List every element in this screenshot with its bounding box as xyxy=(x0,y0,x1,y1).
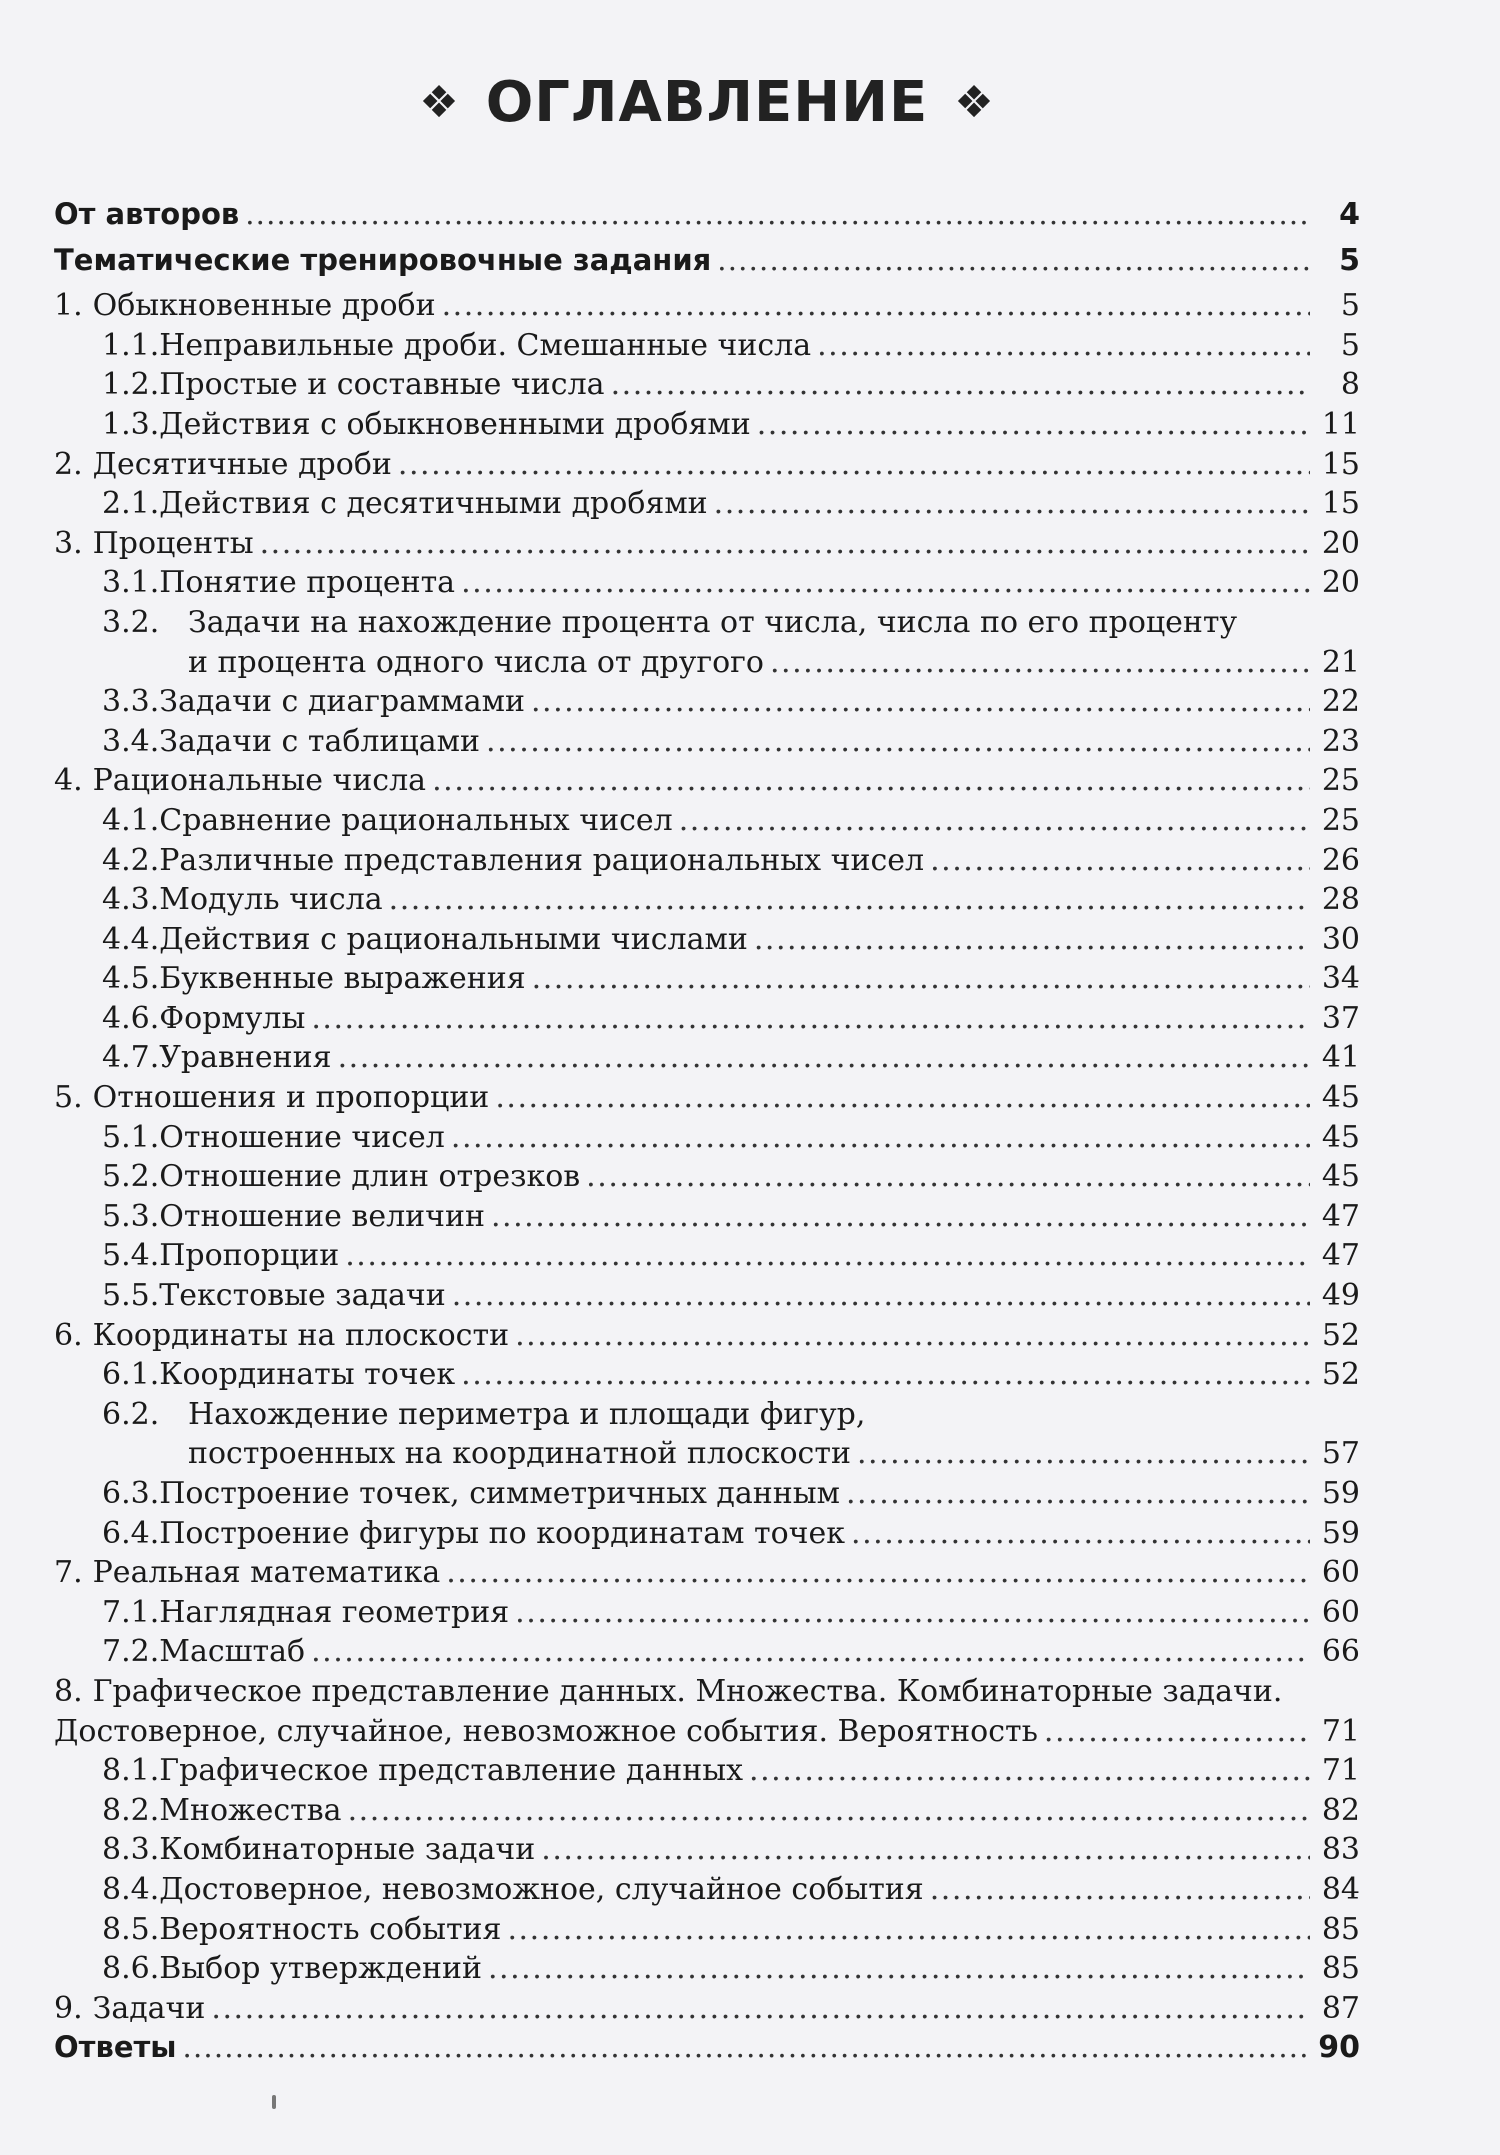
toc-entry-title: Комбинаторные задачи xyxy=(159,1832,536,1868)
toc-entry-title: Действия с рациональными числами xyxy=(159,921,748,957)
toc-entry[interactable] xyxy=(54,1038,1360,1078)
toc-entry-page: 52 xyxy=(1321,1317,1360,1353)
toc-entry[interactable] xyxy=(54,801,1360,841)
toc-entry[interactable] xyxy=(54,603,1360,643)
toc-entry-number: 9. xyxy=(54,1990,83,2026)
dot-leader xyxy=(515,1316,1310,1356)
toc-entry-number: 4.1. xyxy=(102,802,160,838)
toc-entry-page: 66 xyxy=(1321,1634,1360,1670)
toc-entry-number: 2. xyxy=(54,446,83,482)
dot-leader xyxy=(770,643,1310,683)
toc-entry-page: 25 xyxy=(1321,802,1360,838)
dot-leader xyxy=(857,1434,1310,1474)
toc-entry-number: 4.7. xyxy=(102,1040,160,1076)
toc-entry[interactable] xyxy=(54,1910,1360,1950)
toc-entry-page: 4 xyxy=(1339,197,1360,232)
dot-leader xyxy=(260,524,1310,564)
toc-entry-title: Десятичные дроби xyxy=(92,446,392,482)
toc-entry-number: 1.2. xyxy=(102,367,160,403)
toc-entry-title: Задачи с таблицами xyxy=(159,723,480,759)
toc-entry-page: 30 xyxy=(1321,921,1360,957)
toc-entry[interactable] xyxy=(54,999,1360,1039)
toc-entry-page: 90 xyxy=(1318,2030,1360,2066)
toc-entry-title: Построение фигуры по координатам точек xyxy=(159,1515,846,1551)
dot-leader xyxy=(486,722,1310,762)
toc-entry-page: 23 xyxy=(1321,723,1360,759)
toc-entry[interactable] xyxy=(54,241,1360,281)
toc-entry[interactable] xyxy=(54,1118,1360,1158)
dot-leader xyxy=(495,1078,1310,1118)
toc-entry[interactable] xyxy=(54,1870,1360,1910)
toc-entry-page: 45 xyxy=(1321,1119,1360,1155)
toc-entry-title: Формулы xyxy=(159,1000,306,1036)
toc-entry-page: 57 xyxy=(1321,1436,1360,1472)
toc-entry-number: 5.4. xyxy=(102,1238,160,1274)
toc-entry-number: 7.2. xyxy=(102,1634,160,1670)
toc-entry-page: 60 xyxy=(1321,1555,1360,1591)
toc-entry[interactable] xyxy=(54,195,1360,235)
toc-entry[interactable] xyxy=(54,1593,1360,1633)
toc-entry-title: Буквенные выражения xyxy=(159,961,526,997)
toc-entry[interactable] xyxy=(54,524,1360,564)
toc-entry-title: Выбор утверждений xyxy=(159,1951,482,1987)
toc-entry-title: Уравнения xyxy=(159,1040,332,1076)
toc-entry[interactable] xyxy=(54,1434,1360,1474)
page-title xyxy=(54,70,1360,135)
toc-entry-title: Графическое представление данных. Множества. Комбинаторные задачи. xyxy=(92,1673,1283,1709)
toc-entry-title: Действия с обыкновенными дробями xyxy=(159,406,751,442)
print-speck xyxy=(272,2095,276,2109)
dot-leader xyxy=(452,1276,1310,1316)
toc-entry[interactable] xyxy=(54,722,1360,762)
toc-entry-number: 4.5. xyxy=(102,961,160,997)
toc-entry[interactable] xyxy=(54,1316,1360,1356)
dot-leader xyxy=(507,1910,1310,1950)
toc-entry-page: 71 xyxy=(1321,1753,1360,1789)
dot-leader xyxy=(432,761,1310,801)
toc-entry-page: 11 xyxy=(1321,406,1360,442)
toc-entry-number: 3.1. xyxy=(102,565,160,601)
dot-leader xyxy=(488,1949,1310,1989)
toc-entry-page: 15 xyxy=(1321,446,1360,482)
dot-leader xyxy=(311,1632,1310,1672)
toc-entry-title: Сравнение рациональных чисел xyxy=(159,802,673,838)
toc-entry[interactable] xyxy=(54,761,1360,801)
toc-entry[interactable] xyxy=(54,1276,1360,1316)
toc-entry-title: Различные представления рациональных чисел xyxy=(159,842,925,878)
toc-entry[interactable] xyxy=(54,563,1360,603)
toc-entry[interactable] xyxy=(54,1197,1360,1237)
toc-entry[interactable] xyxy=(54,286,1360,326)
dot-leader xyxy=(851,1514,1310,1554)
toc-entry-title: Реальная математика xyxy=(92,1555,441,1591)
toc-entry-page: 45 xyxy=(1321,1080,1360,1116)
dot-leader xyxy=(389,880,1310,920)
toc-entry-page: 5 xyxy=(1340,327,1360,363)
toc-entry-page: 26 xyxy=(1321,842,1360,878)
dot-leader xyxy=(757,405,1310,445)
toc-entry-number: 3.2. xyxy=(102,604,160,640)
toc-entry[interactable] xyxy=(54,1989,1360,2029)
dot-leader xyxy=(461,1355,1310,1395)
toc-entry-number: 5. xyxy=(54,1080,83,1116)
toc-entry[interactable] xyxy=(54,920,1360,960)
toc-entry-title: Проценты xyxy=(92,525,254,561)
toc-entry[interactable] xyxy=(54,326,1360,366)
toc-entry-page: 8 xyxy=(1340,367,1360,403)
toc-entry[interactable] xyxy=(54,682,1360,722)
toc-entry[interactable] xyxy=(54,1949,1360,1989)
toc-entry-page: 20 xyxy=(1321,565,1360,601)
dot-leader xyxy=(586,1157,1310,1197)
toc-entry-title: построенных на координатной плоскости xyxy=(188,1436,851,1472)
toc-entry-title: Отношения и пропорции xyxy=(92,1080,490,1116)
dot-leader xyxy=(541,1830,1310,1870)
toc-entry[interactable] xyxy=(54,959,1360,999)
dot-leader xyxy=(679,801,1310,841)
dot-leader xyxy=(451,1118,1310,1158)
toc-entry-number: 7. xyxy=(54,1555,83,1591)
toc-entry-title: Тематические тренировочные задания xyxy=(54,242,712,277)
page-title-text: ОГЛАВЛЕНИЕ xyxy=(485,70,929,135)
toc-entry[interactable] xyxy=(54,484,1360,524)
dot-leader xyxy=(532,959,1310,999)
toc-entry-title: Масштаб xyxy=(159,1634,306,1670)
toc-entry-page: 41 xyxy=(1321,1040,1360,1076)
dot-leader xyxy=(1044,1712,1310,1752)
diamond-flourish-icon: ❖ xyxy=(419,77,460,128)
dot-leader xyxy=(491,1197,1310,1237)
toc-entry-title: Достоверное, невозможное, случайное события xyxy=(159,1871,924,1907)
dot-leader xyxy=(749,1751,1310,1791)
toc-entry-title: Задачи с диаграммами xyxy=(159,684,525,720)
toc-entry-page: 45 xyxy=(1321,1159,1360,1195)
toc-entry-page: 84 xyxy=(1321,1871,1360,1907)
toc-entry-title: Достоверное, случайное, невозможное события. Вероятность xyxy=(54,1713,1038,1749)
toc-entry-page: 28 xyxy=(1321,882,1360,918)
toc-entry[interactable] xyxy=(54,841,1360,881)
dot-leader xyxy=(930,1870,1310,1910)
toc-entry-title: и процента одного числа от другого xyxy=(188,644,764,680)
toc-entry[interactable] xyxy=(54,445,1360,485)
toc-entry-number: 8.5. xyxy=(102,1911,160,1947)
toc-entry-title: Координаты точек xyxy=(159,1357,456,1393)
toc-entry-page: 82 xyxy=(1321,1792,1360,1828)
toc-entry-number: 4.3. xyxy=(102,882,160,918)
toc-entry[interactable] xyxy=(54,1553,1360,1593)
toc-entry-title: Координаты на плоскости xyxy=(92,1317,510,1353)
toc-entry-number: 6.2. xyxy=(102,1396,160,1432)
dot-leader xyxy=(398,445,1310,485)
toc-entry-number: 8.2. xyxy=(102,1792,160,1828)
diamond-flourish-icon: ❖ xyxy=(954,77,995,128)
toc-entry-page: 5 xyxy=(1339,242,1360,278)
toc-entry[interactable] xyxy=(54,1078,1360,1118)
toc-entry-number: 5.3. xyxy=(102,1198,160,1234)
toc-entry-number: 1.1. xyxy=(102,327,160,363)
toc-entry-title: Пропорции xyxy=(159,1238,340,1274)
dot-leader xyxy=(754,920,1310,960)
toc-entry[interactable] xyxy=(54,405,1360,445)
dot-leader xyxy=(311,999,1310,1039)
toc-entry-number: 8.6. xyxy=(102,1951,160,1987)
toc-entry-page: 25 xyxy=(1321,763,1360,799)
toc-entry-title: Задачи на нахождение процента от числа, числа по его проценту xyxy=(188,604,1238,640)
toc-entry[interactable] xyxy=(54,1751,1360,1791)
toc-entry-page: 20 xyxy=(1321,525,1360,561)
toc-entry[interactable] xyxy=(54,1474,1360,1514)
toc-entry-page: 87 xyxy=(1321,1990,1360,2026)
toc-entry[interactable] xyxy=(54,1395,1360,1435)
toc-entry-page: 52 xyxy=(1321,1357,1360,1393)
dot-leader xyxy=(211,1989,1310,2029)
toc-entry-title: Вероятность события xyxy=(159,1911,502,1947)
toc-entry-number: 5.1. xyxy=(102,1119,160,1155)
dot-leader xyxy=(348,1791,1310,1831)
toc-entry-number: 5.5. xyxy=(102,1278,160,1314)
toc-entry-page: 5 xyxy=(1340,288,1360,324)
toc-entry[interactable] xyxy=(54,365,1360,405)
toc-entry[interactable] xyxy=(54,1712,1360,1752)
toc-entry-number: 6. xyxy=(54,1317,83,1353)
dot-leader xyxy=(345,1236,1310,1276)
toc-entry-title: Нахождение периметра и площади фигур, xyxy=(188,1396,866,1432)
toc-entry-page: 85 xyxy=(1321,1911,1360,1947)
dot-leader xyxy=(717,241,1310,281)
dot-leader xyxy=(846,1474,1310,1514)
toc-entry-number: 3.3. xyxy=(102,684,160,720)
toc-entry-number: 6.4. xyxy=(102,1515,160,1551)
toc-entry-page: 59 xyxy=(1321,1515,1360,1551)
toc-entry-number: 4.6. xyxy=(102,1000,160,1036)
dot-leader xyxy=(817,326,1310,366)
toc-entry-title: Задачи xyxy=(92,1990,206,2026)
toc-entry-title: Действия с десятичными дробями xyxy=(159,486,708,522)
toc-entry[interactable] xyxy=(54,1791,1360,1831)
toc-entry-number: 8.3. xyxy=(102,1832,160,1868)
toc-entry-page: 59 xyxy=(1321,1476,1360,1511)
toc-entry-title: Ответы xyxy=(54,2030,177,2065)
toc-entry-page: 21 xyxy=(1321,644,1360,680)
toc-entry-title: Отношение чисел xyxy=(159,1119,445,1155)
toc-entry-page: 47 xyxy=(1321,1238,1360,1274)
toc-entry-page: 15 xyxy=(1321,486,1360,522)
dot-leader xyxy=(461,563,1310,603)
toc-entry-page: 37 xyxy=(1321,1000,1360,1036)
toc-entry[interactable] xyxy=(54,1514,1360,1554)
toc-entry-page: 71 xyxy=(1321,1713,1360,1749)
dot-leader xyxy=(338,1038,1310,1078)
toc-entry-number: 8.1. xyxy=(102,1753,160,1789)
toc-entry-page: 34 xyxy=(1321,961,1360,997)
toc-entry-title: Неправильные дроби. Смешанные числа xyxy=(159,327,812,363)
toc-entry-title: Текстовые задачи xyxy=(159,1278,446,1314)
toc-entry-title: Наглядная геометрия xyxy=(159,1594,510,1630)
toc-entry-number: 6.3. xyxy=(102,1476,160,1511)
toc-entry-title: Отношение величин xyxy=(159,1198,485,1234)
toc-entry-title: Рациональные числа xyxy=(92,763,427,799)
toc-entry-number: 1. xyxy=(54,288,83,324)
toc-entry[interactable] xyxy=(54,1236,1360,1276)
toc-entry-title: Понятие процента xyxy=(159,565,456,601)
dot-leader xyxy=(446,1553,1310,1593)
toc-entry-page: 47 xyxy=(1321,1198,1360,1234)
toc-entry-number: 8. xyxy=(54,1673,83,1709)
toc-entry-number: 4. xyxy=(54,763,83,799)
dot-leader xyxy=(714,484,1310,524)
toc-entry-title: Простые и составные числа xyxy=(159,367,605,403)
toc-entry-title: Графическое представление данных xyxy=(159,1753,744,1789)
toc-entry-page: 60 xyxy=(1321,1594,1360,1630)
toc-entry[interactable] xyxy=(54,1632,1360,1672)
toc-entry-number: 7.1. xyxy=(102,1594,160,1630)
toc-entry[interactable] xyxy=(54,1672,1360,1712)
toc-entry[interactable] xyxy=(54,1830,1360,1870)
toc-entry-title: Построение точек, симметричных данным xyxy=(159,1476,840,1511)
toc-list xyxy=(54,195,1360,2068)
dot-leader xyxy=(442,286,1310,326)
toc-entry[interactable] xyxy=(54,1157,1360,1197)
toc-entry-number: 3.4. xyxy=(102,723,160,759)
dot-leader xyxy=(930,841,1310,881)
dot-leader xyxy=(611,365,1310,405)
toc-entry-title: Обыкновенные дроби xyxy=(92,288,436,324)
toc-entry-title: Множества xyxy=(159,1792,342,1828)
toc-entry-number: 8.4. xyxy=(102,1871,160,1907)
toc-entry-page: 22 xyxy=(1321,684,1360,720)
toc-entry-title: От авторов xyxy=(54,197,240,231)
dot-leader xyxy=(183,2028,1310,2068)
toc-entry-number: 5.2. xyxy=(102,1159,160,1195)
toc-entry-page: 83 xyxy=(1321,1832,1360,1868)
toc-entry[interactable] xyxy=(54,1355,1360,1395)
toc-entry[interactable] xyxy=(54,643,1360,683)
dot-leader xyxy=(245,195,1310,235)
toc-entry-page: 85 xyxy=(1321,1951,1360,1987)
dot-leader xyxy=(515,1593,1310,1633)
toc-entry-number: 1.3. xyxy=(102,406,160,442)
toc-entry-number: 3. xyxy=(54,525,83,561)
toc-entry-number: 2.1. xyxy=(102,486,160,522)
toc-entry-title: Модуль числа xyxy=(159,882,383,918)
toc-entry-page: 49 xyxy=(1321,1278,1360,1314)
toc-entry[interactable] xyxy=(54,2028,1360,2068)
toc-entry-number: 4.4. xyxy=(102,921,160,957)
toc-entry[interactable] xyxy=(54,880,1360,920)
toc-entry-title: Отношение длин отрезков xyxy=(159,1159,581,1195)
dot-leader xyxy=(531,682,1310,722)
toc-entry-number: 6.1. xyxy=(102,1357,160,1393)
toc-entry-number: 4.2. xyxy=(102,842,160,878)
